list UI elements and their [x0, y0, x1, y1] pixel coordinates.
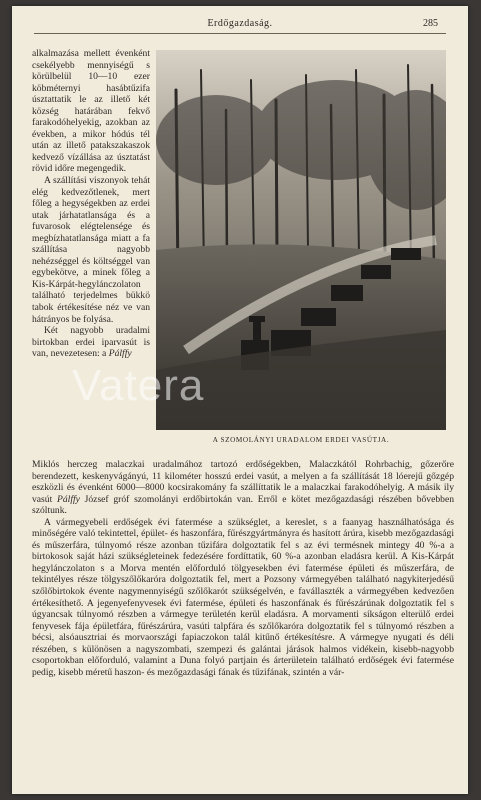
paragraph-text: Két nagyobb uradalmi birtokban erdei iparvasút is van, nevezetesen: a: [32, 325, 150, 360]
narrow-text-column: [32, 48, 150, 360]
page-header-title: Erdőgazdaság.: [207, 18, 273, 29]
paragraph-text: József gróf szomolányi erdőbirtokán van. Erről e kötet mezőgazdasági részében bővebben szóltunk.: [32, 493, 454, 517]
book-page: [12, 6, 468, 794]
photo-illustration: [156, 50, 446, 430]
header-rule: [34, 33, 446, 34]
paragraph: alkalmazása mellett évenként csekélyebb mennyiségű s körülbelül 10—10 ezer köbméternyi hasábtűzifa úsztattatik le az illető két község határában fekvő farakodóhelyekig, azokban az években, a mikor hódús tél után az illető patakszakaszok kedvező vízállása az úsztatást rövid időre megengedik.: [32, 48, 150, 175]
full-width-text: [32, 459, 454, 678]
paragraph: [32, 459, 454, 517]
paragraph: [32, 325, 150, 360]
figure-caption: A SZOMOLÁNYI URADALOM ERDEI VASÚTJA.: [212, 436, 390, 444]
paragraph: A szállítási viszonyok tehát elég kedvezőtlenek, mert főleg a hegységekben az erdei utak járhatatlansága és a fuvarosok elégtelensége és megbízhatatlansága miatt a fa szállítása nagyobb nehézséggel és költséggel van egybekötve, a minek főleg a Kis-Kárpát-hegylánczolaton található terjedelmes bükkö tabok értékesítése néz ve van hátrányos be folyása.: [32, 175, 150, 325]
paragraph-text: Miklós herczeg malaczkai uradalmához tartozó erdőségekben, Malaczkától Rohrbachig, gőzerőre berendezett, keskenyvágányú, 11 kilométer hosszú erdei vasút, a melyen a fa szállítását 18 lóerejű gőzgép eszközli és évenként 6000—8000 kocsirakomány fa szállíttatik le a malaczkai farakodóhelyig. A másik ily vasút: [32, 459, 454, 505]
paragraph: A vármegyebeli erdőségek évi fatermése a szükséglet, a kereslet, s a faanyag használhatósága és minőségére való tekintettel, épület- és haszonfára, fűrészgyártmányra és hasított árúra, kisebb mezőgazdasági és műszerfára, túlnyomó része azonban tűzifára dolgoztatik fel s az évi termésnek mintegy 40 %-a a birtokosok saját házi szükségleteinek fedezésére fordíttatik, 60 %-a azonban eladásra kerül. A Kis-Kárpát hegylánczolaton s a Morva mentén előforduló tölgyesekben évi fatermése épületi és műszerfára, de tekintélyes része tölgyszőlőkaróra dolgoztatik fel, mert a Pozsony vármegyében található nagykiterjedésű szőlőbirtokok évente nagymennyiségű szőlőkarót szükségelvén, e favállaszték a vármegyében kedvezően értékesíthető. A jegenyefenyvesek évi fatermése, épületi és haszonfának és fűrészárúnak dolgoztatik fel s úgyancsak túlnyomó részben a vármegye területén kerül eladásra. A morvamenti síkságon elterülő erdei fenyvesek fája épületfára, fűrészárúra, vasúti talpfára és szőlőkaróra dolgoztatik fel s túlnyomó részben a bécsi, alsóausztriai és morvaországi fapiaczokon talál kitűnő értékesítésre. A vármegye nyugati és déli részében, s különösen a nagyszombati, szempezi és galántai járások halmos vidékein, kisebb-nagyobb csoportokban előforduló, valamint a Duna folyó partjain és árterületein található erdőségek évi fatermése pedig, kisebb méretű haszon- és mezőgazdasági fának és tűzifának, szintén a vár-: [32, 516, 454, 678]
forest-railway-photograph: [156, 50, 446, 430]
watermark-logo: Vatera: [72, 361, 205, 410]
page-number: 285: [423, 18, 438, 29]
running-head: [12, 18, 468, 32]
italic-name: Pálffy: [108, 348, 132, 360]
italic-name: Pálffy: [57, 493, 80, 505]
